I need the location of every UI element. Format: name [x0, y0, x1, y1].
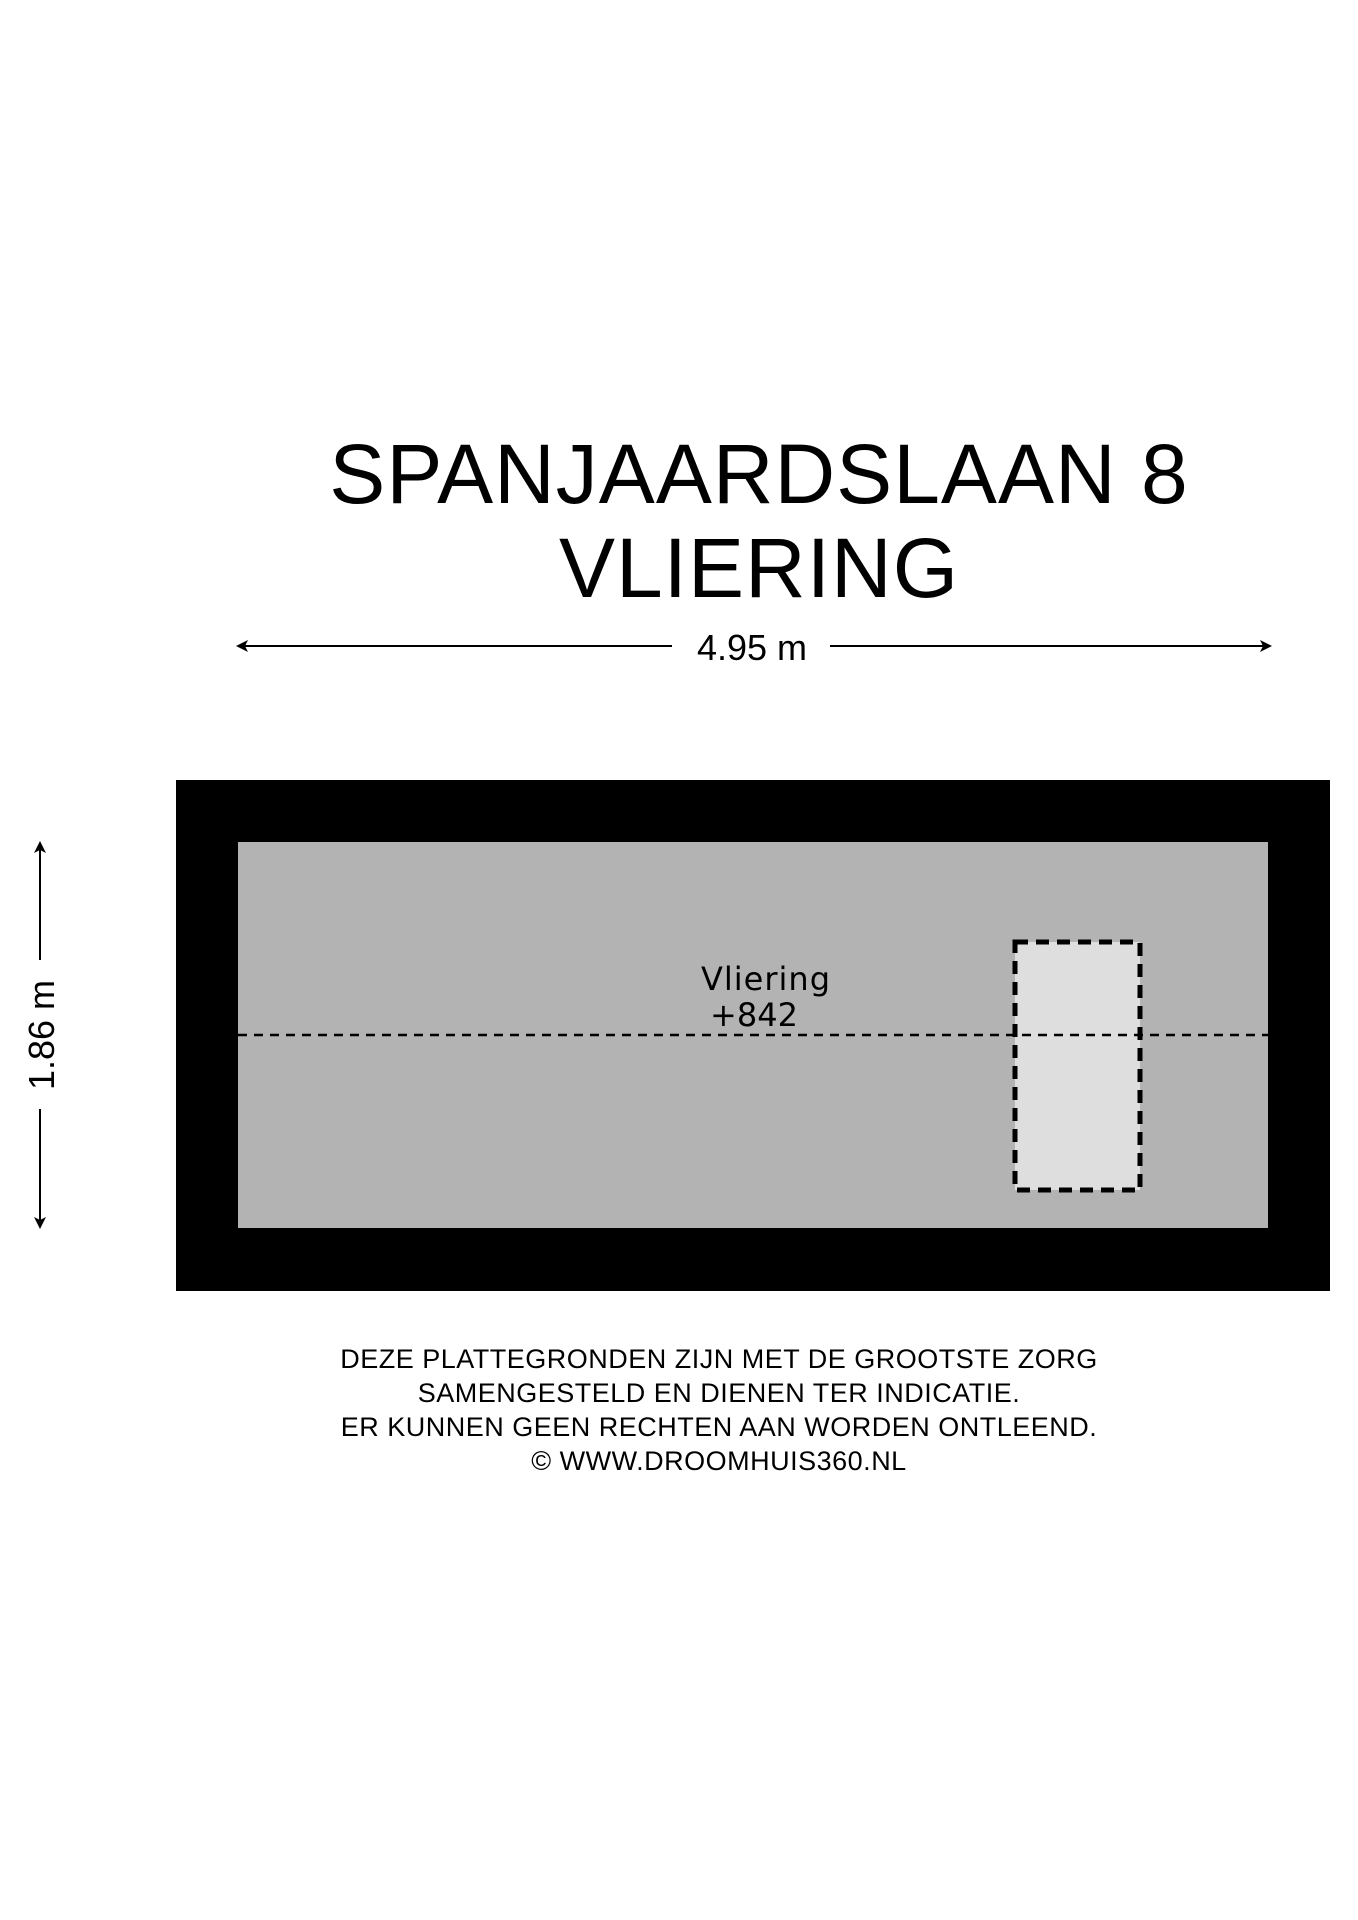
depth-dimension: [21, 843, 62, 1227]
disclaimer-line: ER KUNNEN GEEN RECHTEN AAN WORDEN ONTLEEND.: [340, 1412, 1098, 1442]
plan-title-floor: VLIERING: [558, 521, 960, 615]
disclaimer: [0, 1342, 1358, 1478]
disclaimer-line: SAMENGESTELD EN DIENEN TER INDICATIE.: [417, 1378, 1021, 1408]
plan-title-address: SPANJAARDSLAAN 8: [329, 427, 1189, 521]
room-level-label: +842: [710, 996, 798, 1034]
width-dimension-label: 4.95 m: [696, 627, 808, 668]
width-dimension: [238, 627, 1270, 668]
depth-dimension-label: 1.86 m: [21, 979, 62, 1091]
copyright-line: © WWW.DROOMHUIS360.NL: [531, 1446, 907, 1476]
roof-hatch-opening: [1015, 942, 1140, 1190]
disclaimer-line: DEZE PLATTEGRONDEN ZIJN MET DE GROOTSTE ZORG: [340, 1344, 1098, 1374]
room-name-label: Vliering: [701, 960, 831, 998]
